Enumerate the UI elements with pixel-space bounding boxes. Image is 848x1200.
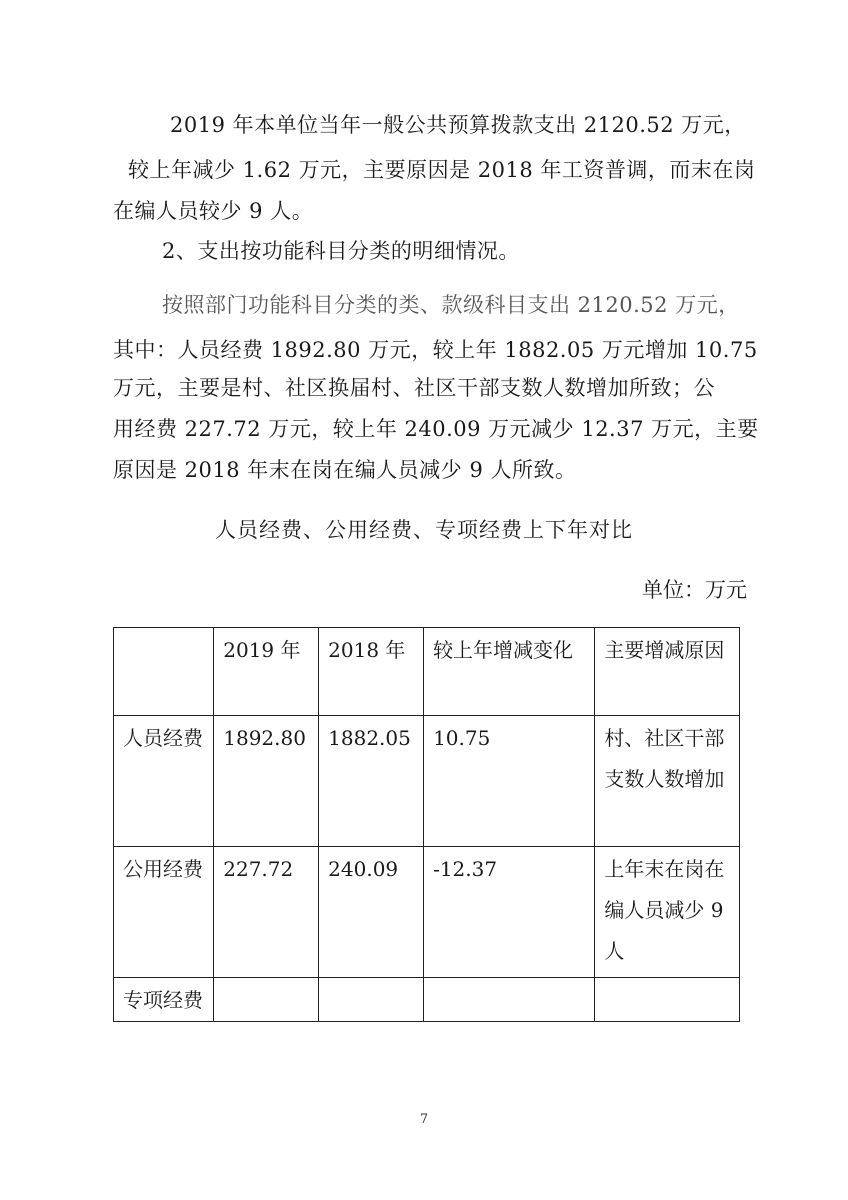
- row-label-public: 公用经费: [114, 847, 214, 978]
- paragraph-1-line-1: 2019 年本单位当年一般公共预算拨款支出 2120.52 万元，: [170, 113, 746, 137]
- cell-special-2018: [319, 978, 424, 1022]
- cell-public-change: -12.37: [424, 847, 595, 978]
- cell-public-2019: 227.72: [214, 847, 319, 978]
- table-title: 人员经费、公用经费、专项经费上下年对比: [215, 518, 633, 542]
- paragraph-2-line-4: 用经费 227.72 万元，较上年 240.09 万元减少 12.37 万元，主要: [113, 417, 759, 441]
- paragraph-2-line-2: 其中：人员经费 1892.80 万元，较上年 1882.05 万元增加 10.75: [113, 338, 758, 362]
- header-cell-blank: [114, 628, 214, 716]
- cell-public-reason: 上年末在岗在编人员减少 9 人: [595, 847, 740, 978]
- cell-personnel-2019: 1892.80: [214, 716, 319, 847]
- paragraph-1-line-3: 在编人员较少 9 人。: [113, 199, 314, 223]
- cell-special-reason: [595, 978, 740, 1022]
- header-cell-reason: 主要增减原因: [595, 628, 740, 716]
- cell-special-2019: [214, 978, 319, 1022]
- header-cell-2018: 2018 年: [319, 628, 424, 716]
- table-unit-label: 单位：万元: [642, 578, 747, 602]
- table-row: [114, 978, 740, 1022]
- section-heading-2: 2、支出按功能科目分类的明细情况。: [162, 239, 520, 263]
- cell-special-change: [424, 978, 595, 1022]
- header-cell-change: 较上年增减变化: [424, 628, 595, 716]
- cell-personnel-reason: 村、社区干部支数人数增加: [595, 716, 740, 847]
- expense-comparison-table: [113, 627, 740, 1022]
- cell-public-2018: 240.09: [319, 847, 424, 978]
- paragraph-1-line-2: 较上年减少 1.62 万元，主要原因是 2018 年工资普调，而末在岗: [128, 158, 756, 182]
- row-label-personnel: 人员经费: [114, 716, 214, 847]
- row-label-special: 专项经费: [114, 978, 214, 1022]
- header-cell-2019: 2019 年: [214, 628, 319, 716]
- cell-personnel-2018: 1882.05: [319, 716, 424, 847]
- paragraph-2-line-1: 按照部门功能科目分类的类、款级科目支出 2120.52 万元，: [162, 293, 740, 317]
- table-row: [114, 847, 740, 978]
- page-number: 7: [419, 1112, 429, 1127]
- paragraph-2-line-5: 原因是 2018 年末在岗在编人员减少 9 人所致。: [113, 458, 577, 482]
- table-row: [114, 716, 740, 847]
- paragraph-2-line-3: 万元，主要是村、社区换届村、社区干部支数人数增加所致；公: [113, 376, 715, 400]
- cell-personnel-change: 10.75: [424, 716, 595, 847]
- table-header-row: [114, 628, 740, 716]
